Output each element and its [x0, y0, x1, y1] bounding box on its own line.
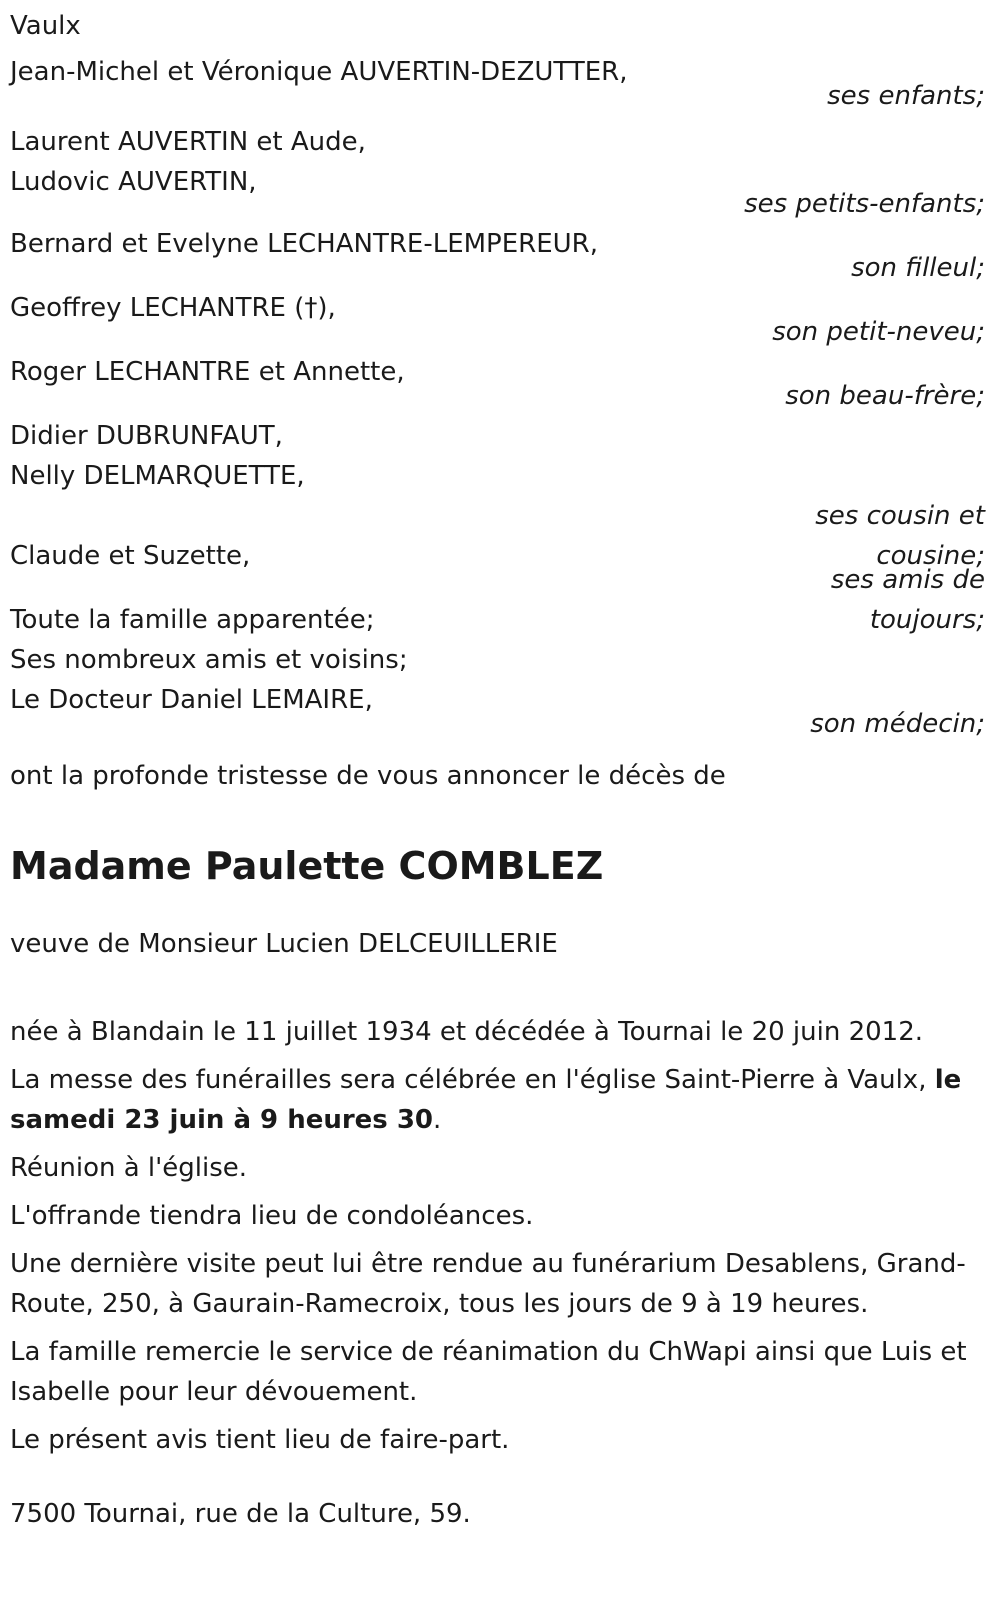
family-line: Claude et Suzette, [10, 541, 251, 571]
family-group [10, 600, 985, 744]
thanks-text: La famille remercie le service de réanimation du ChWapi ainsi que Luis et Isabelle pour leur dévouement. [10, 1337, 967, 1407]
family-line: Laurent AUVERTIN et Aude, [10, 127, 366, 157]
relation-label: ses cousin et cousine; [815, 501, 985, 571]
deceased-name: Madame Paulette COMBLEZ [10, 844, 604, 888]
widow-of-text: veuve de Monsieur Lucien DELCEUILLERIE [10, 929, 558, 959]
family-group [10, 122, 985, 224]
funeral-mass-text [10, 1060, 985, 1140]
family-line: Le Docteur Daniel LEMAIRE, [10, 685, 373, 715]
relation-label: son petit-neveu; [772, 317, 985, 347]
family-group [10, 288, 985, 352]
announcement-text: ont la profonde tristesse de vous annoncer le décès de [10, 761, 726, 791]
relation-label: ses enfants; [827, 81, 985, 111]
notice-text: Le présent avis tient lieu de faire-part. [10, 1425, 510, 1455]
family-line: Bernard et Evelyne LECHANTRE-LEMPEREUR, [10, 229, 599, 259]
family-group [10, 52, 985, 116]
relation-label: son médecin; [810, 709, 985, 739]
offering-text: L'offrande tiendra lieu de condoléances. [10, 1201, 534, 1231]
family-line: Toute la famille apparentée; [10, 605, 375, 635]
family-group [10, 224, 985, 288]
family-line: Roger LECHANTRE et Annette, [10, 357, 405, 387]
family-line: Nelly DELMARQUETTE, [10, 461, 305, 491]
relation-label: ses amis de toujours; [830, 565, 985, 635]
relation-label: ses petits-enfants; [744, 189, 985, 219]
address-text: 7500 Tournai, rue de la Culture, 59. [10, 1499, 471, 1529]
mass-prefix: La messe des funérailles sera célébrée en l'église Saint-Pierre à Vaulx, [10, 1065, 935, 1095]
meeting-text: Réunion à l'église. [10, 1153, 248, 1183]
family-line: Didier DUBRUNFAUT, [10, 421, 283, 451]
visit-text: Une dernière visite peut lui être rendue au funérarium Desablens, Grand-Route, 250, à Gaurain-Ramecroix, tous les jours de 9 à 19 heures. [10, 1249, 966, 1319]
mass-date: le samedi 23 juin à 9 heures 30 [10, 1065, 962, 1135]
relation-label: son filleul; [851, 253, 985, 283]
family-line: Geoffrey LECHANTRE (†), [10, 293, 336, 323]
mass-suffix: . [433, 1105, 442, 1135]
place-header: Vaulx [10, 11, 81, 41]
family-group [10, 352, 985, 416]
family-line: Ses nombreux amis et voisins; [10, 645, 408, 675]
family-line: Ludovic AUVERTIN, [10, 167, 257, 197]
family-line: Jean-Michel et Véronique AUVERTIN-DEZUTTER, [10, 57, 628, 87]
obituary-notice [10, 6, 985, 1534]
relation-label: son beau-frère; [785, 381, 985, 411]
birth-death-text: née à Blandain le 11 juillet 1934 et décédée à Tournai le 20 juin 2012. [10, 1017, 924, 1047]
